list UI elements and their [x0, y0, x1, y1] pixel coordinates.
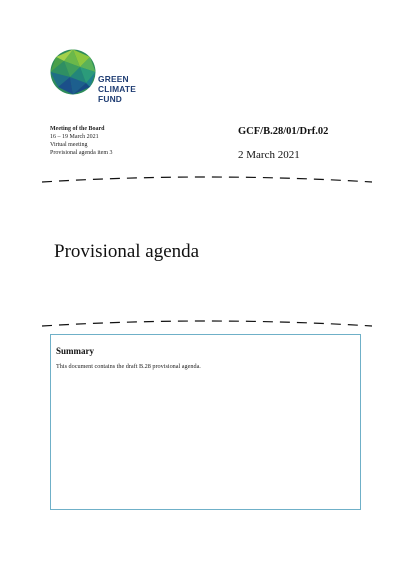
meeting-dates: 16 – 19 March 2021 — [50, 134, 99, 140]
wordmark-line-3: FUND — [98, 94, 123, 104]
wordmark-line-1: GREEN — [98, 74, 129, 84]
document-title: Provisional agenda — [54, 241, 200, 262]
document-date: 2 March 2021 — [238, 149, 300, 161]
header-divider — [40, 172, 374, 184]
title-divider — [40, 316, 374, 328]
gcf-wordmark — [98, 74, 136, 104]
summary-heading: Summary — [56, 346, 94, 356]
summary-box — [50, 334, 361, 510]
gcf-globe-icon — [50, 49, 96, 95]
document-reference: GCF/B.28/01/Drf.02 — [238, 126, 329, 137]
meeting-agenda-item: Provisional agenda item 3 — [50, 150, 113, 156]
meeting-format: Virtual meeting — [50, 142, 88, 148]
wordmark-line-2: CLIMATE — [98, 84, 136, 94]
meeting-name: Meeting of the Board — [50, 126, 105, 132]
meeting-info — [50, 125, 113, 157]
summary-body: This document contains the draft B.28 provisional agenda. — [56, 363, 201, 370]
